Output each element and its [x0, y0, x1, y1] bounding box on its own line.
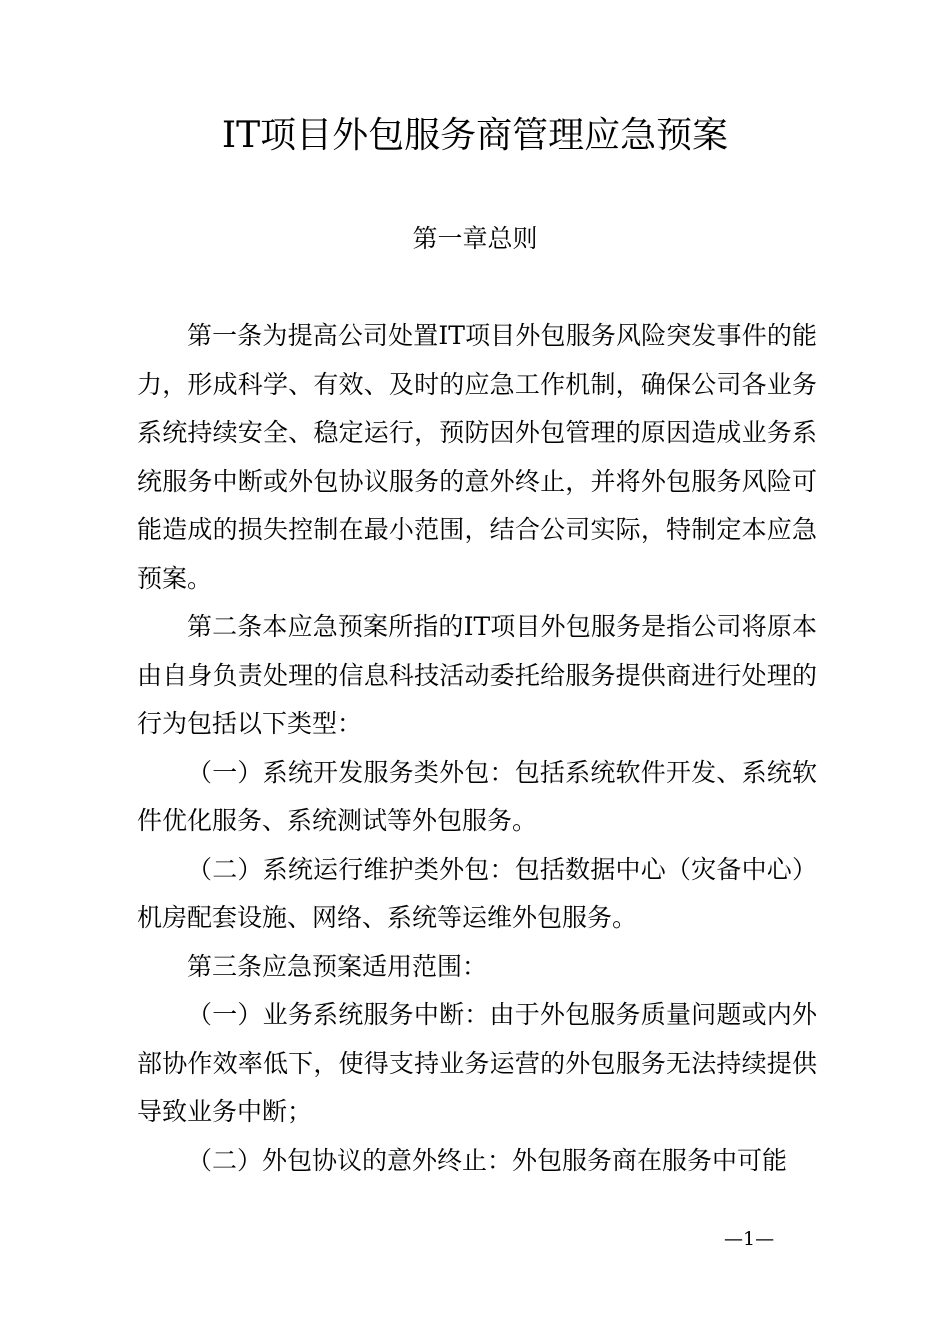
paragraph: （二）系统运行维护类外包：包括数据中心（灾备中心）机房配套设施、网络、系统等运维外包服务。 [137, 854, 817, 932]
page-number: —1— [724, 1228, 775, 1250]
paragraph: 第二条本应急预案所指的IT项目外包服务是指公司将原本由自身负责处理的信息科技活动委托给服务提供商进行处理的行为包括以下类型： [137, 612, 817, 738]
paragraph: 第三条应急预案适用范围： [187, 951, 488, 981]
chapter-heading: 第一章总则 [412, 224, 538, 253]
paragraph: 第一条为提高公司处置IT项目外包服务风险突发事件的能力，形成科学、有效、及时的应急工作机制，确保公司各业务系统持续安全、稳定运行，预防因外包管理的原因造成业务系统服务中断或外包协议服务的意外终止，并将外包服务风险可能造成的损失控制在最小范围，结合公司实际，特制定本应急预案。 [137, 321, 817, 593]
paragraph: （二）外包协议的意外终止：外包服务商在服务中可能 [187, 1145, 788, 1175]
paragraph: （一）系统开发服务类外包：包括系统软件开发、系统软件优化服务、系统测试等外包服务。 [137, 757, 817, 835]
paragraph: （一）业务系统服务中断：由于外包服务质量问题或内外部协作效率低下，使得支持业务运营的外包服务无法持续提供导致业务中断； [137, 1000, 817, 1126]
document-body [137, 312, 817, 1185]
document-title: IT项目外包服务商管理应急预案 [221, 115, 729, 156]
